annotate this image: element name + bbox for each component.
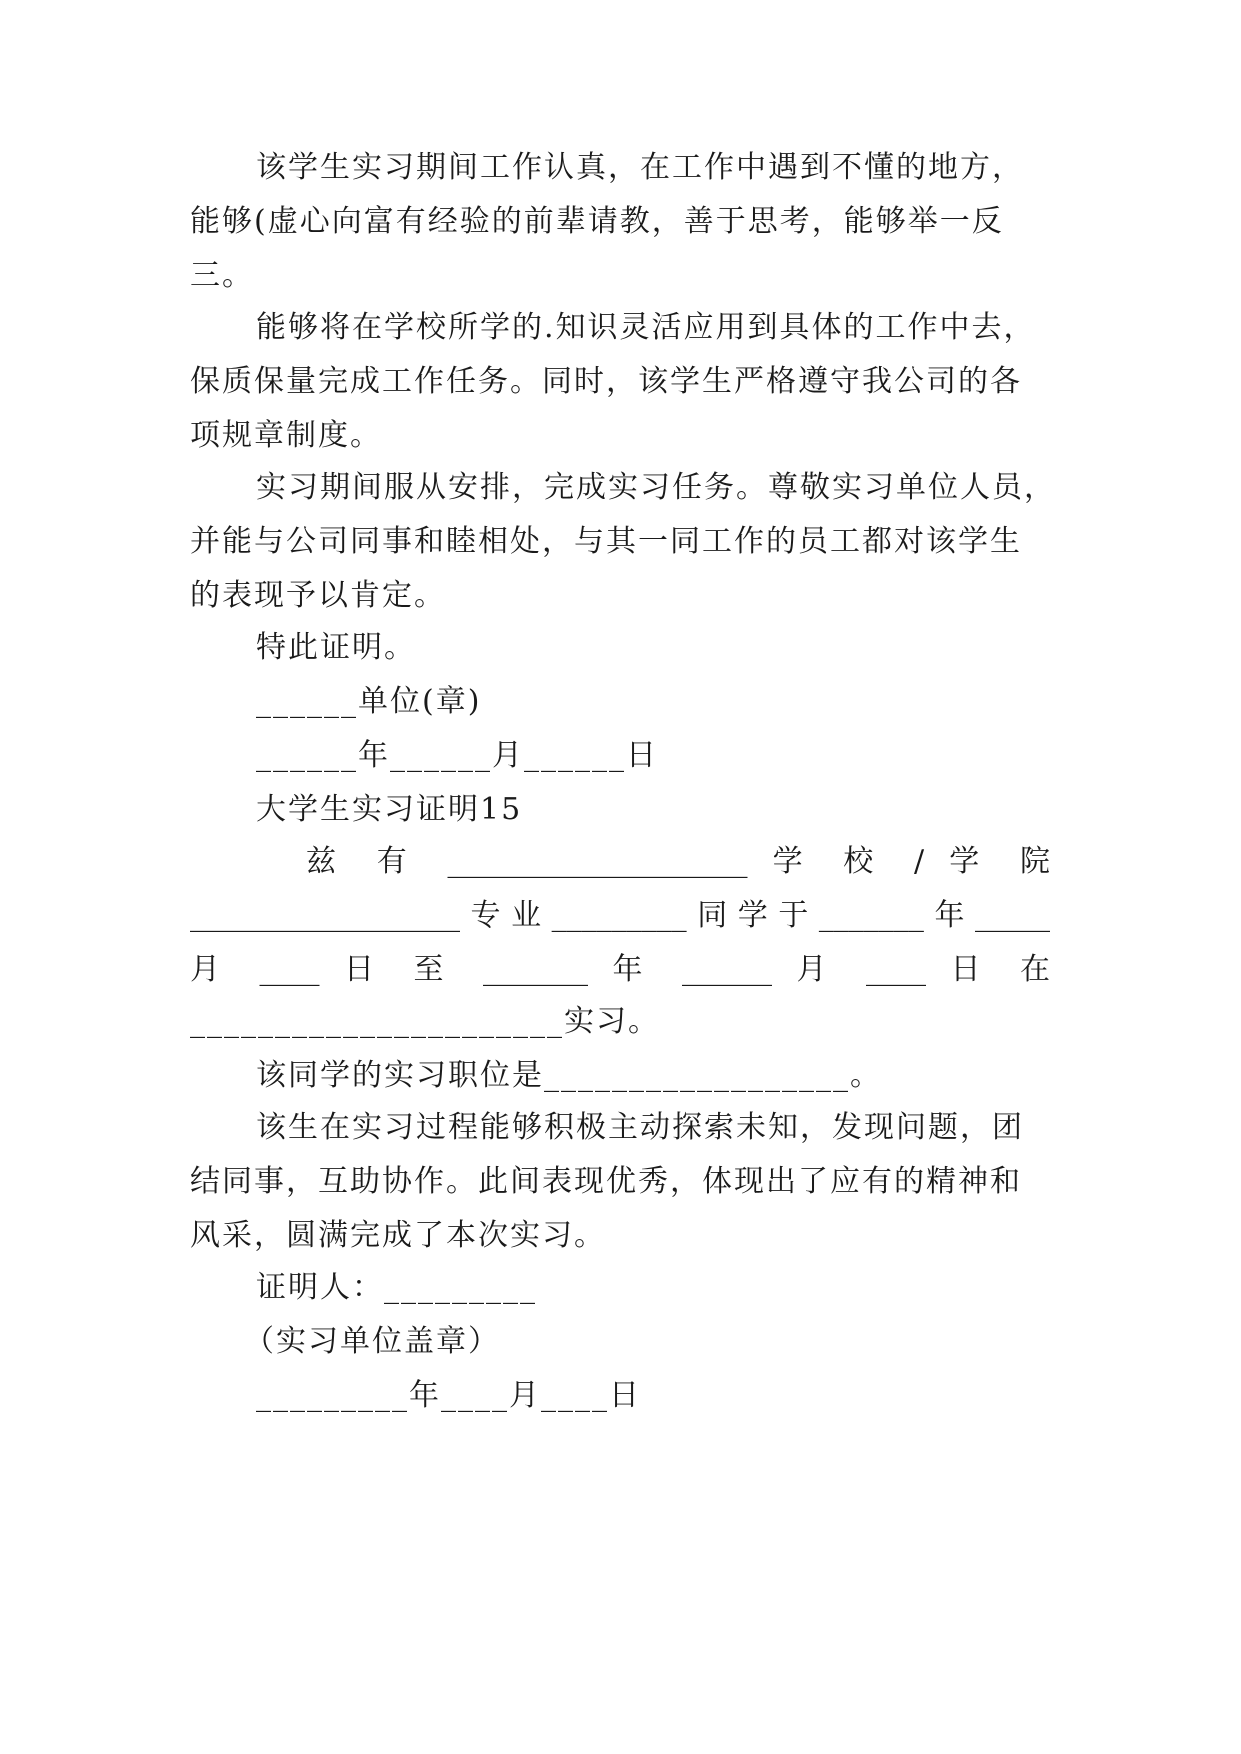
form-line: 兹 有 ____________________ 学 校 / 学 院 (306, 844, 1050, 879)
paragraph-line: 三。 (190, 258, 254, 293)
paragraph-line: 该学生实习期间工作认真，在工作中遇到不懂的地方， (256, 150, 1024, 185)
unit-seal-line: ______单位(章) (256, 684, 482, 719)
form-line: ______________________实习。 (190, 1004, 660, 1039)
section-heading: 大学生实习证明15 (256, 792, 523, 827)
paragraph-line: 能够将在学校所学的.知识灵活应用到具体的工作中去， (256, 310, 1036, 345)
paragraph-line: 实习期间服从安排，完成实习任务。尊敬实习单位人员， (256, 470, 1056, 505)
paragraph-line: 能够(虚心向富有经验的前辈请教，善于思考，能够举一反 (190, 204, 1004, 239)
form-line: 月 ____ 日 至 _______ 年 ______ 月 ____ 日 在 (190, 952, 1050, 987)
form-line: 该同学的实习职位是__________________。 (256, 1058, 882, 1093)
certifier-line: 证明人：_________ (256, 1270, 537, 1305)
paragraph-line: 项规章制度。 (190, 418, 382, 453)
date-line: _________年____月____日 (256, 1378, 641, 1413)
seal-note: （实习单位盖章） (244, 1324, 500, 1359)
paragraph-line: 结同事，互助协作。此间表现优秀，体现出了应有的精神和 (190, 1164, 1022, 1199)
paragraph-line: 保质保量完成工作任务。同时，该学生严格遵守我公司的各 (190, 364, 1022, 399)
paragraph-line: 并能与公司同事和睦相处，与其一同工作的员工都对该学生 (190, 524, 1022, 559)
date-line: ______年______月______日 (256, 738, 658, 773)
form-line: __________________专业_________同学于_______年_____ (190, 898, 1050, 933)
paragraph-line: 该生在实习过程能够积极主动探索未知，发现问题，团 (256, 1110, 1024, 1145)
paragraph-line: 的表现予以肯定。 (190, 578, 446, 613)
closing-statement: 特此证明。 (256, 630, 416, 665)
paragraph-line: 风采，圆满完成了本次实习。 (190, 1218, 606, 1253)
